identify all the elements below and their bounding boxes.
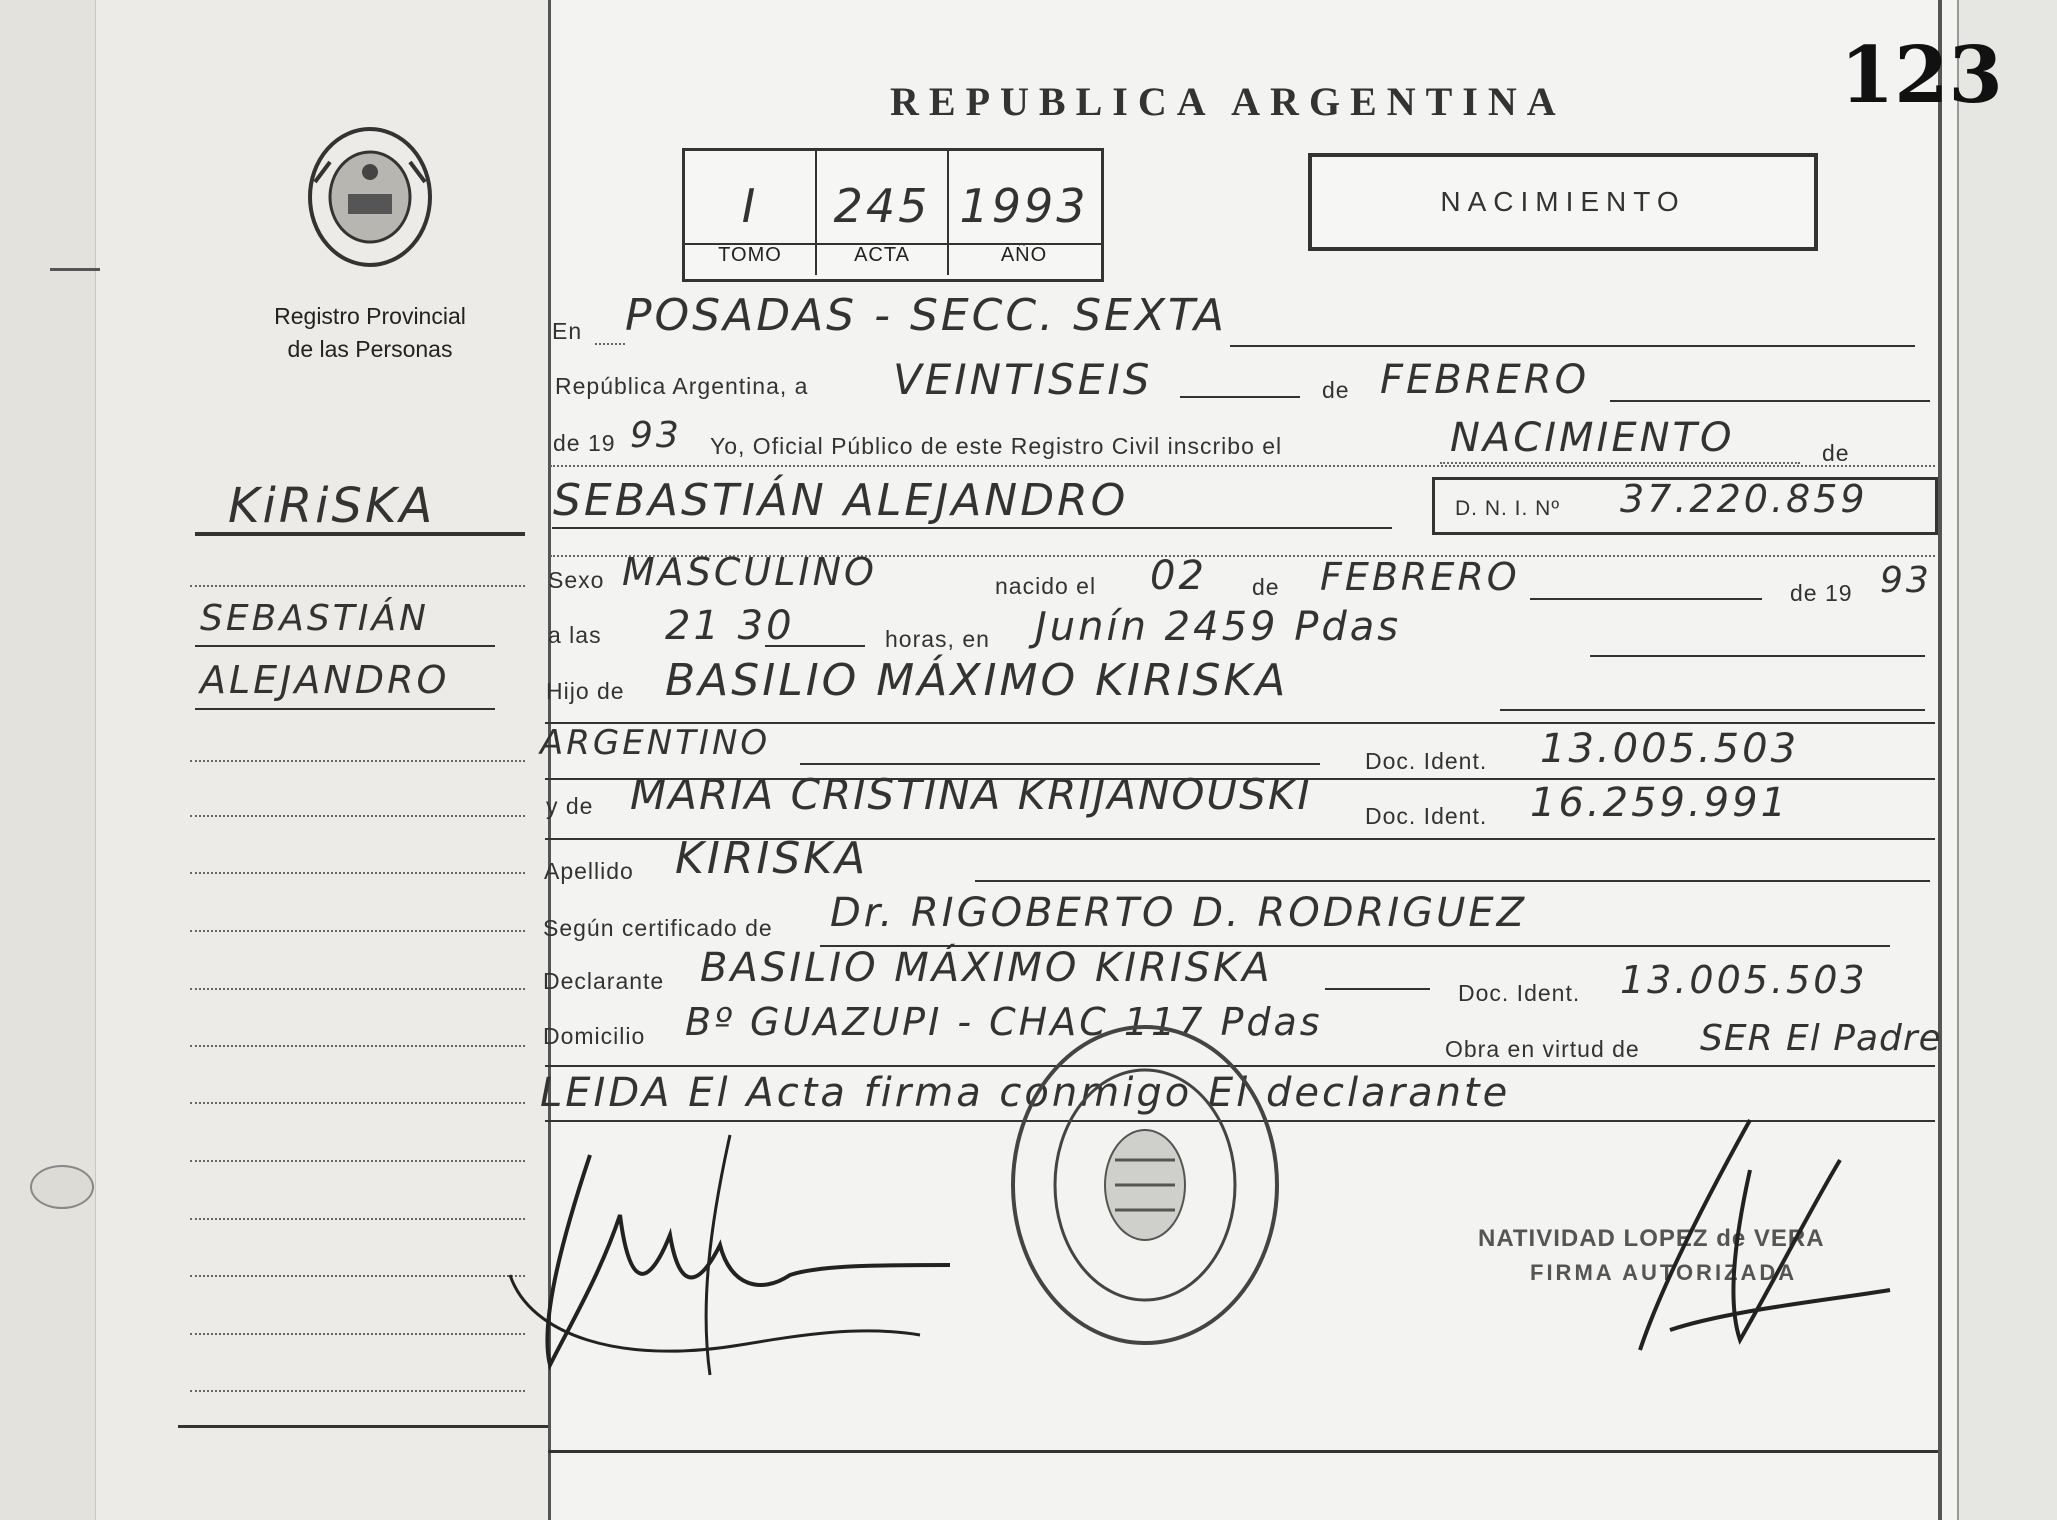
page-number: 123 — [1840, 30, 2003, 121]
left-page — [0, 0, 550, 1520]
value-declarante: BASILIO MÁXIMO KIRISKA — [700, 945, 1273, 991]
binding-hole-top — [50, 268, 100, 289]
dotline-row3 — [1440, 462, 1800, 464]
value-acto: NACIMIENTO — [1450, 415, 1735, 461]
value-hour: 21 30 — [665, 603, 795, 649]
label-obra: Obra en virtud de — [1445, 1036, 1640, 1062]
page-edge — [1957, 0, 2057, 1520]
value-obra: SER El Padre — [1700, 1018, 1942, 1059]
rule-row1 — [1230, 345, 1915, 347]
provincial-emblem-icon — [300, 122, 440, 272]
label-a-las: a las — [548, 622, 602, 648]
page-title: REPUBLICA ARGENTINA — [890, 79, 1566, 124]
value-birth-month: FEBRERO — [1320, 555, 1520, 599]
binding-strip — [0, 0, 96, 1520]
label-republica: República Argentina, a — [555, 373, 809, 399]
margin-dotline — [190, 1102, 525, 1104]
value-birthplace: Junín 2459 Pdas — [1035, 604, 1402, 650]
binding-hole-bottom — [30, 1165, 94, 1209]
value-father-doc: 13.005.503 — [1540, 726, 1800, 772]
value-birth-year: 93 — [1880, 560, 1932, 601]
value-month: FEBRERO — [1380, 357, 1590, 403]
value-mother-doc: 16.259.991 — [1530, 780, 1790, 826]
value-father: BASILIO MÁXIMO KIRISKA — [665, 655, 1289, 706]
record-type-box: NACIMIENTO — [1308, 153, 1818, 251]
margin-surname-underline — [195, 532, 525, 536]
acta-label: ACTA — [854, 244, 910, 266]
anio-label: AÑO — [1000, 244, 1048, 266]
margin-dotline — [190, 1275, 525, 1277]
label-de-2: de — [1822, 440, 1850, 466]
signature-declarante-icon — [500, 1125, 960, 1395]
label-horas: horas, en — [885, 626, 990, 652]
margin-dotline — [190, 872, 525, 874]
label-hijo: Hijo de — [546, 678, 625, 704]
rule-row6a — [765, 645, 865, 647]
label-birth-year-prefix: de 19 — [1790, 580, 1853, 606]
anio-cell — [949, 151, 1099, 275]
bottom-rule — [548, 1450, 1938, 1453]
registry-caption-line1: Registro Provincial — [274, 303, 466, 329]
tomo-cell — [685, 151, 817, 275]
acta-cell — [817, 151, 949, 275]
value-day: VEINTISEIS — [893, 355, 1153, 404]
margin-dotline — [190, 1160, 525, 1162]
registry-number-box — [682, 148, 1104, 282]
signatory-role: FIRMA AUTORIZADA — [1530, 1260, 1798, 1285]
margin-given-name-1: SEBASTIÁN — [200, 598, 429, 639]
margin-dotline — [190, 1045, 525, 1047]
margin-given-underline-2 — [195, 708, 495, 710]
margin-dotline — [190, 930, 525, 932]
registry-caption — [220, 300, 520, 366]
acta-value: 245 — [833, 179, 931, 233]
signature-official-icon — [1580, 1110, 1900, 1360]
signatory-name: NATIVIDAD LOPEZ de VERA — [1478, 1225, 1825, 1252]
value-declarante-doc: 13.005.503 — [1620, 958, 1868, 1002]
label-segun: Según certificado de — [543, 915, 773, 941]
value-final-line: LEIDA El Acta firma conmigo El declarante — [540, 1070, 1511, 1116]
label-de-3: de — [1252, 574, 1280, 600]
rule-row6b — [1590, 655, 1925, 657]
rule-row4 — [552, 527, 1392, 529]
label-yo-text: Yo, Oficial Público de este Registro Civil inscribo el — [710, 433, 1283, 459]
label-sexo: Sexo — [548, 567, 605, 593]
rule-row7 — [1500, 709, 1925, 711]
tomo-label: TOMO — [718, 244, 782, 266]
anio-value: 1993 — [959, 179, 1089, 233]
label-apellido: Apellido — [544, 858, 634, 884]
value-birth-day: 02 — [1150, 553, 1207, 599]
label-doc-ident-3: Doc. Ident. — [1458, 980, 1581, 1006]
value-sexo: MASCULINO — [622, 550, 877, 594]
rule-row10 — [975, 880, 1930, 882]
registry-caption-line2: de las Personas — [287, 336, 453, 362]
rule-row12 — [1325, 988, 1430, 990]
value-segun: Dr. RIGOBERTO D. RODRIGUEZ — [830, 890, 1528, 936]
value-place: POSADAS - SECC. SEXTA — [625, 290, 1227, 341]
margin-given-underline-1 — [195, 645, 495, 647]
value-father-nationality: ARGENTINO — [540, 723, 771, 763]
rule-row2a — [1180, 396, 1300, 398]
label-nacido: nacido el — [995, 573, 1097, 599]
rule-row5 — [1530, 598, 1762, 600]
dotline-row3-full — [550, 465, 1935, 467]
label-de-month: de — [1322, 377, 1350, 403]
margin-bottom-rule — [178, 1425, 548, 1428]
rule-row8 — [800, 763, 1320, 765]
value-mother: MARIA CRISTINA KRIJANOUSKI — [630, 770, 1312, 819]
label-dni: D. N. I. Nº — [1455, 497, 1561, 520]
margin-given-name-2: ALEJANDRO — [200, 658, 450, 702]
label-year-prefix: de 19 — [553, 430, 616, 456]
label-doc-ident: Doc. Ident. — [1365, 748, 1488, 774]
margin-surname: KiRiSKA — [228, 478, 436, 534]
margin-dotline — [190, 585, 525, 587]
label-y-de: y de — [546, 793, 594, 819]
registry-stamp-icon — [1005, 1020, 1285, 1350]
registry-box-divider — [685, 243, 1101, 245]
label-en: En — [552, 318, 583, 344]
margin-dotline — [190, 1390, 525, 1392]
label-doc-ident-2: Doc. Ident. — [1365, 803, 1488, 829]
page-border-right — [1938, 0, 1942, 1520]
value-apellido: KIRISKA — [675, 833, 869, 884]
margin-dotline — [190, 760, 525, 762]
rule-row2b — [1610, 400, 1930, 402]
margin-dotline — [190, 1333, 525, 1335]
margin-dotline — [190, 1218, 525, 1220]
label-domicilio: Domicilio — [543, 1023, 646, 1049]
value-domicilio: Bº GUAZUPI - CHAC 117 Pdas — [685, 1000, 1323, 1044]
value-dni: 37.220.859 — [1620, 477, 1868, 521]
tomo-value: I — [741, 179, 759, 233]
dotline-row1 — [595, 343, 625, 345]
value-year: 93 — [630, 415, 682, 456]
value-child-name: SEBASTIÁN ALEJANDRO — [553, 475, 1129, 526]
margin-dotline — [190, 988, 525, 990]
label-declarante: Declarante — [543, 968, 665, 994]
margin-dotline — [190, 815, 525, 817]
